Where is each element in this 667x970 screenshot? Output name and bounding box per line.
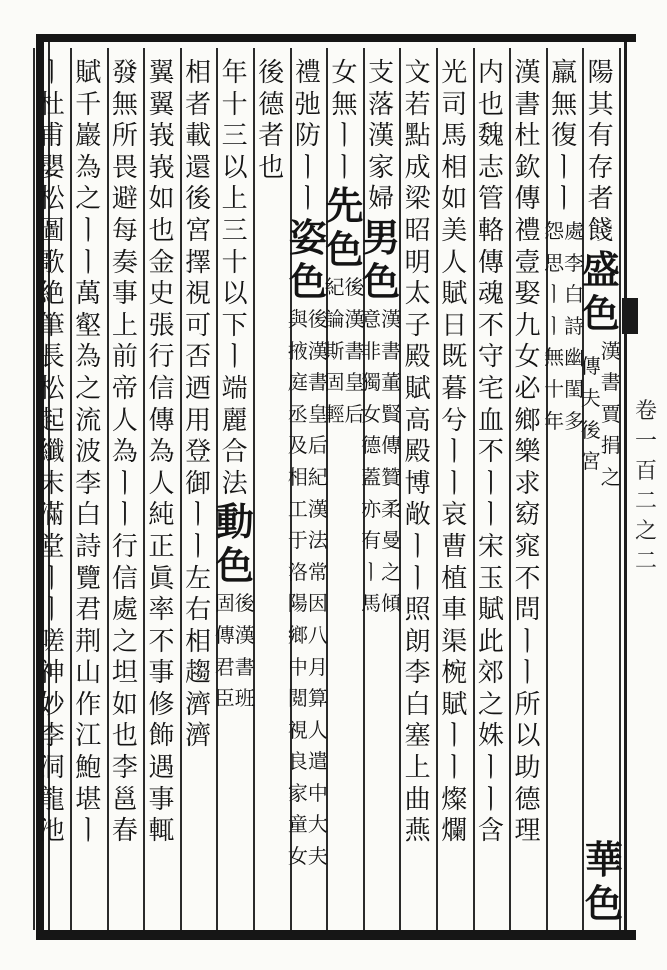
main-text: 漢 書 杜 欽 傳 禮 壹 娶 九 女 必 鄉 樂 求 窈 窕 不 問 ㅣ ㅣ 所 以 助 德 理 [514,58,541,847]
margin-character: 二 [634,549,657,574]
headword: 盛 色 [581,246,620,336]
headword: 先 色 [325,183,364,273]
margin-character: 百 [634,459,657,484]
headword: 姿 色 [288,214,327,304]
text-column [287,58,328,873]
margin-character: 之 [634,519,657,544]
text-column [144,58,180,848]
main-text: 發 無 所 畏 避 每 奏 事 上 前 帝 人 為 ㅣ ㅣ 行 信 處 之 坦 如 也 李 邕 春 [111,58,138,847]
headword: 華 色 [584,837,623,926]
frame-right-edge [624,42,627,930]
frame-bottom-border [36,930,636,940]
commentary-note: 傳 夫 後 宮 漢 書 賈 捐 之 [580,338,621,489]
main-text: 羸 無 復 ㅣ ㅣ [551,58,578,215]
main-text: 支 落 漢 家 婦 [368,58,395,215]
main-text: 年 十 三 以 上 三 十 以 下 ㅣ 端 麗 合 法 [221,58,248,499]
text-column [361,58,402,620]
text-column [324,58,365,430]
main-text: 賦 千 巖 為 之 ㅣ ㅣ 萬 壑 為 之 流 波 李 白 詩 覽 君 荆 山 作 江 鮑 堪 ㅣ [75,58,102,847]
main-text: 内 也 魏 志 管 輅 傳 魂 不 守 宅 血 不 ㅣ ㅣ 宋 玉 賦 此 郊 之 姝 ㅣ ㅣ 含 [477,58,504,847]
main-text: 禮 弛 防 ㅣ ㅣ [294,58,321,215]
headword: 動 色 [215,499,254,589]
commentary-note: 紀 論 斯 固 輕 後 漢 書 皇 后 [324,275,365,426]
text-column [71,58,107,848]
margin-character: 二 [634,489,657,514]
text-column [510,58,546,848]
margin-character: 一 [634,429,657,454]
text-column [107,58,143,848]
commentary-note: 固 傳 君 臣 後 漢 書 班 [214,591,255,711]
text-column [580,58,621,494]
main-text: 陽 其 有 存 者 餞 [587,58,614,246]
text-column [180,58,216,753]
frame-top-border [36,34,636,42]
text-column [544,58,585,437]
main-text: 光 司 馬 相 如 美 人 賦 日 既 暮 兮 ㅣ ㅣ 哀 曹 植 車 渠 椀 賦 ㅣ ㅣ 燦 爛 [441,58,468,847]
main-text: 後 德 者 也 [258,58,285,183]
main-text: 女 無 ㅣ ㅣ [331,58,358,183]
main-text: ㅣ 杜 甫 嬰 松 圖 歌 絶 筆 長 松 起 纖 末 滿 堂 ㅣ ㅣ 嗟 神 妙 李 洞 龍 池 [38,58,65,847]
margin-character: 卷 [634,399,657,424]
fishtail-mark [622,298,638,334]
text-column [473,58,509,848]
text-column [254,58,290,184]
main-text: 文 若 點 成 梁 昭 明 太 子 殿 賦 高 殿 博 敞 ㅣ ㅣ 照 朗 李 白 塞 上 曲 燕 [404,58,431,847]
headword: 男 色 [362,214,401,304]
text-column [34,58,70,848]
commentary-note: 怨 思 ㅣ ㅣ 無 十 年 處 李 白 詩 幽 閨 多 [544,218,585,433]
main-text: 相 者 載 還 後 宮 擇 視 可 否 迺 用 登 御 ㅣ ㅣ 左 右 相 趨 濟 濟 [185,58,212,752]
text-column [437,58,473,848]
main-text: 翼 翼 峩 峩 如 也 金 史 張 行 信 傳 為 人 純 正 眞 率 不 事 修 飾 遇 事 輒 [148,58,175,847]
text-column [214,58,255,715]
commentary-note: 意 非 獨 女 德 蓋 亦 有 ㅣ 馬 漢 書 董 賢 傳 贊 柔 曼 之 傾 [361,306,402,616]
text-column [400,58,436,848]
commentary-note: 與 掖 庭 丞 及 相 工 于 洛 陽 鄉 中 閲 視 良 家 童 女 後 漢 書 皇 后 紀 漢 法 常 因 八 月 算 人 遣 中 大 夫 [287,306,328,869]
